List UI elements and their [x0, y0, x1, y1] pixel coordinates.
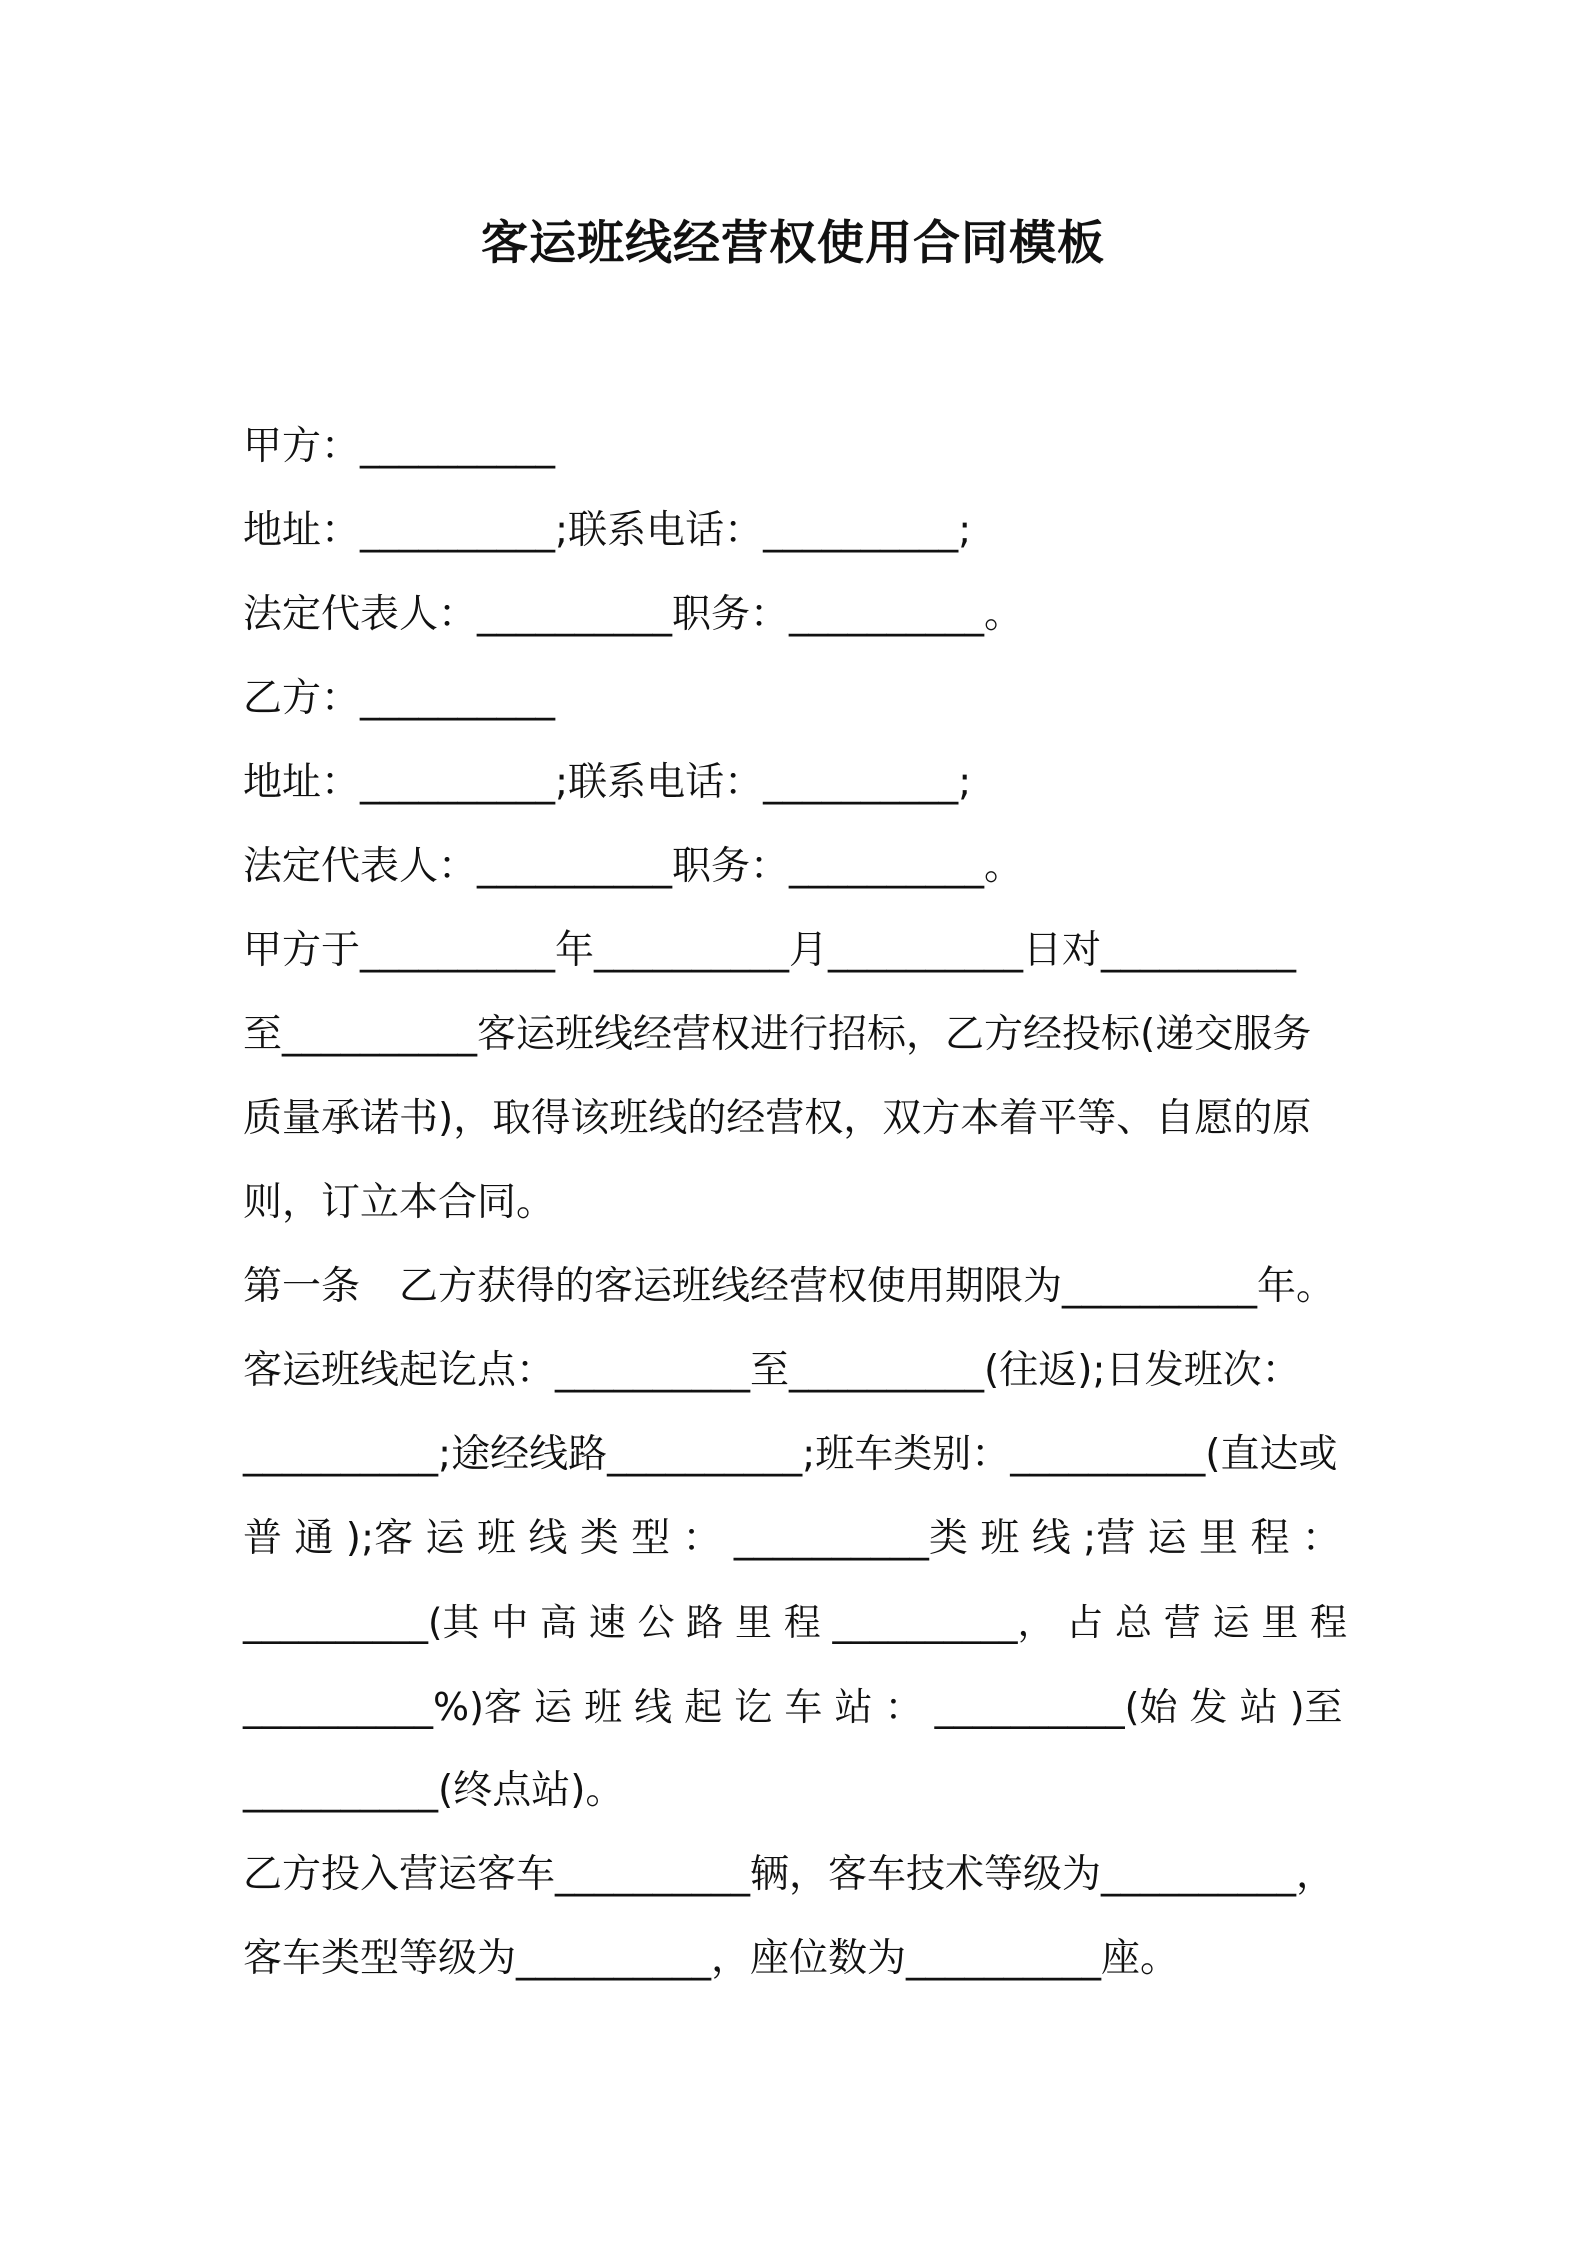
vehicle-line: 客车类型等级为__________，座位数为__________座。 — [243, 1936, 1180, 1981]
article-one-line: __________%)客 运 班 线 起 讫 车 站 ： __________(始 发 站 )至 — [243, 1685, 1343, 1729]
document-body — [243, 405, 1351, 2001]
preamble-line: 则，订立本合同。 — [243, 1180, 556, 1225]
party-b-representative: 法定代表人：__________职务：__________。 — [243, 844, 1024, 889]
vehicle-line: 乙方投入营运客车__________辆，客车技术等级为__________， — [243, 1852, 1336, 1897]
article-one-line: 普 通 );客 运 班 线 类 型 ： __________类 班 线 ;营 运 里 程 ： — [243, 1516, 1341, 1561]
party-a-address: 地址：__________;联系电话：__________; — [243, 508, 972, 553]
article-one-line: __________(终点站)。 — [243, 1768, 625, 1813]
preamble-line: 至__________客运班线经营权进行招标，乙方经投标(递交服务 — [243, 1012, 1312, 1057]
document-title: 客运班线经营权使用合同模板 — [481, 216, 1105, 271]
party-b-name: 乙方：__________ — [243, 676, 556, 721]
party-b-address: 地址：__________;联系电话：__________; — [243, 760, 972, 805]
party-a-name: 甲方：__________ — [243, 424, 556, 469]
party-a-representative: 法定代表人：__________职务：__________。 — [243, 592, 1024, 637]
preamble-line: 质量承诺书)，取得该班线的经营权，双方本着平等、自愿的原 — [243, 1096, 1312, 1141]
preamble-line: 甲方于__________年__________月__________日对__________ — [243, 928, 1297, 973]
article-one-line: 客运班线起讫点：__________至__________(往返);日发班次： — [243, 1348, 1301, 1393]
article-one-line: 第一条 乙方获得的客运班线经营权使用期限为__________年。 — [243, 1264, 1336, 1309]
article-one-line: __________(其 中 高 速 公 路 里 程 __________， 占 总 营 运 里 程 — [243, 1601, 1348, 1644]
article-one-line: __________;途经线路__________;班车类别：__________(直达或 — [243, 1432, 1338, 1477]
